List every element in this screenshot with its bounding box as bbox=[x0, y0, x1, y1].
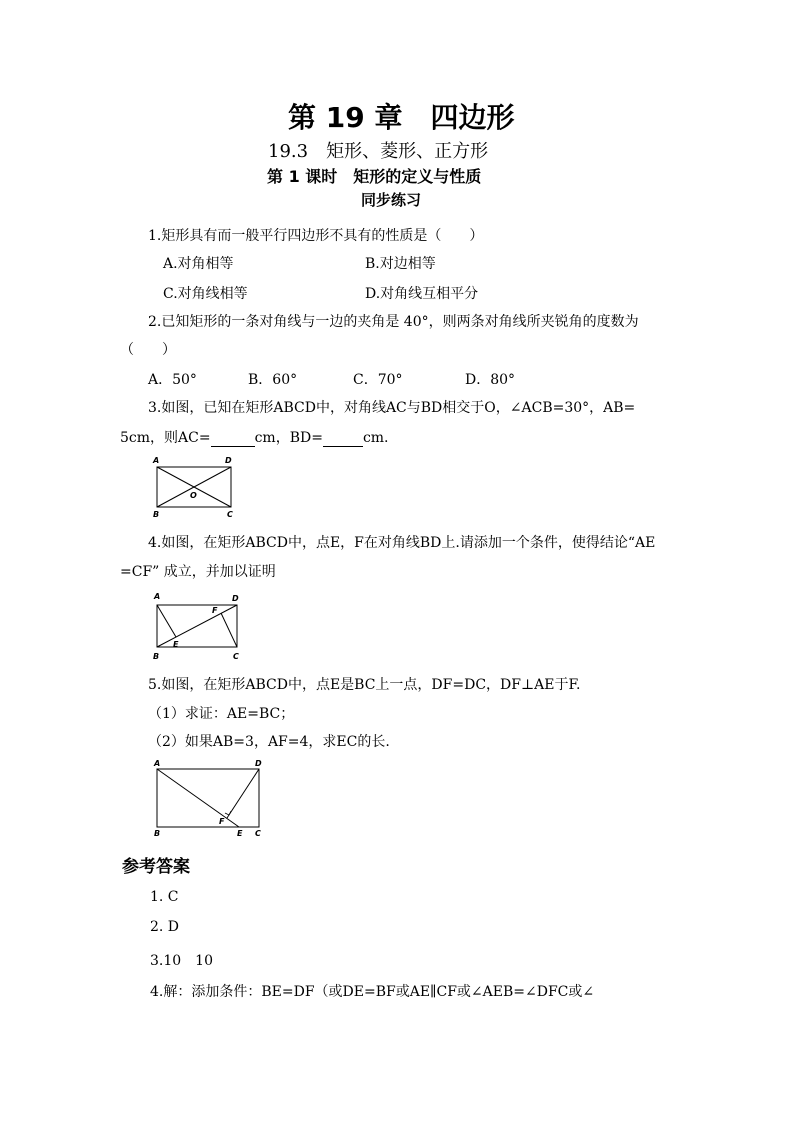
q3-stem-line2: 5cm，则AC= cm，BD= cm. bbox=[120, 430, 389, 446]
q5-sub1: （1）求证：AE=BC； bbox=[148, 706, 295, 722]
q4-label-d: D bbox=[232, 594, 239, 603]
q4-figure bbox=[145, 585, 255, 665]
q3-label-c: C bbox=[227, 510, 233, 519]
answer-1: 1. C bbox=[150, 889, 179, 905]
q5-label-d: D bbox=[255, 759, 262, 768]
q3-stem-line1: 3.如图，已知在矩形ABCD中，对角线AC与BD相交于O，∠ACB=30°，AB= bbox=[148, 400, 636, 416]
answers-heading: 参考答案 bbox=[122, 857, 190, 877]
q5-stem: 5.如图，在矩形ABCD中，点E是BC上一点，DF=DC，DF⊥AE于F. bbox=[148, 677, 581, 693]
q3-label-a: A bbox=[153, 456, 160, 465]
q2-stem-line1: 2.已知矩形的一条对角线与一边的夹角是 40°，则两条对角线所夹锐角的度数为 bbox=[148, 314, 639, 330]
q2-stem-line2: （ ） bbox=[120, 342, 176, 358]
q5-label-a: A bbox=[154, 759, 161, 768]
q2-option-a: A．50° bbox=[148, 372, 197, 388]
q4-stem-line1: 4.如图，在矩形ABCD中，点E，F在对角线BD上.请添加一个条件，使得结论“AE bbox=[148, 535, 656, 551]
q4-label-b: B bbox=[153, 652, 160, 661]
q3-label-b: B bbox=[153, 510, 160, 519]
q2-option-b: B．60° bbox=[248, 372, 298, 388]
answer-2: 2. D bbox=[150, 919, 180, 935]
q2-option-d: D．80° bbox=[465, 372, 516, 388]
q3-blank-bd bbox=[323, 430, 363, 447]
q3-figure bbox=[145, 452, 245, 522]
q5-sub2: （2）如果AB=3，AF=4，求EC的长. bbox=[148, 734, 390, 750]
q1-option-a: A.对角相等 bbox=[163, 256, 234, 272]
q1-stem: 1.矩形具有而一般平行四边形不具有的性质是（ ） bbox=[148, 228, 484, 244]
q4-label-c: C bbox=[233, 652, 239, 661]
lesson-title: 第 1 课时 矩形的定义与性质 bbox=[267, 167, 482, 186]
q3-label-o: O bbox=[190, 491, 197, 500]
q4-stem-line2: =CF” 成立，并加以证明 bbox=[120, 564, 276, 580]
chapter-title: 第 19 章 四边形 bbox=[288, 101, 515, 134]
section-title: 19.3 矩形、菱形、正方形 bbox=[268, 141, 489, 162]
q1-option-c: C.对角线相等 bbox=[163, 286, 248, 302]
q5-label-c: C bbox=[255, 829, 261, 838]
q3-blank-ac bbox=[211, 430, 255, 447]
q5-label-e: E bbox=[237, 829, 243, 838]
q4-label-a: A bbox=[154, 592, 161, 601]
q3-label-d: D bbox=[225, 456, 232, 465]
answer-4: 4.解：添加条件：BE=DF（或DE=BF或AE∥CF或∠AEB=∠DFC或∠ bbox=[150, 984, 595, 1000]
practice-subtitle: 同步练习 bbox=[361, 191, 422, 209]
q5-figure bbox=[145, 756, 275, 841]
q2-option-c: C．70° bbox=[353, 372, 403, 388]
q5-label-b: B bbox=[154, 829, 161, 838]
q1-option-b: B.对边相等 bbox=[365, 256, 436, 272]
answer-3: 3.10 10 bbox=[150, 953, 213, 969]
q1-option-d: D.对角线互相平分 bbox=[365, 286, 479, 302]
q4-label-f: F bbox=[212, 606, 218, 615]
q4-label-e: E bbox=[173, 640, 179, 649]
q5-label-f: F bbox=[219, 817, 225, 826]
